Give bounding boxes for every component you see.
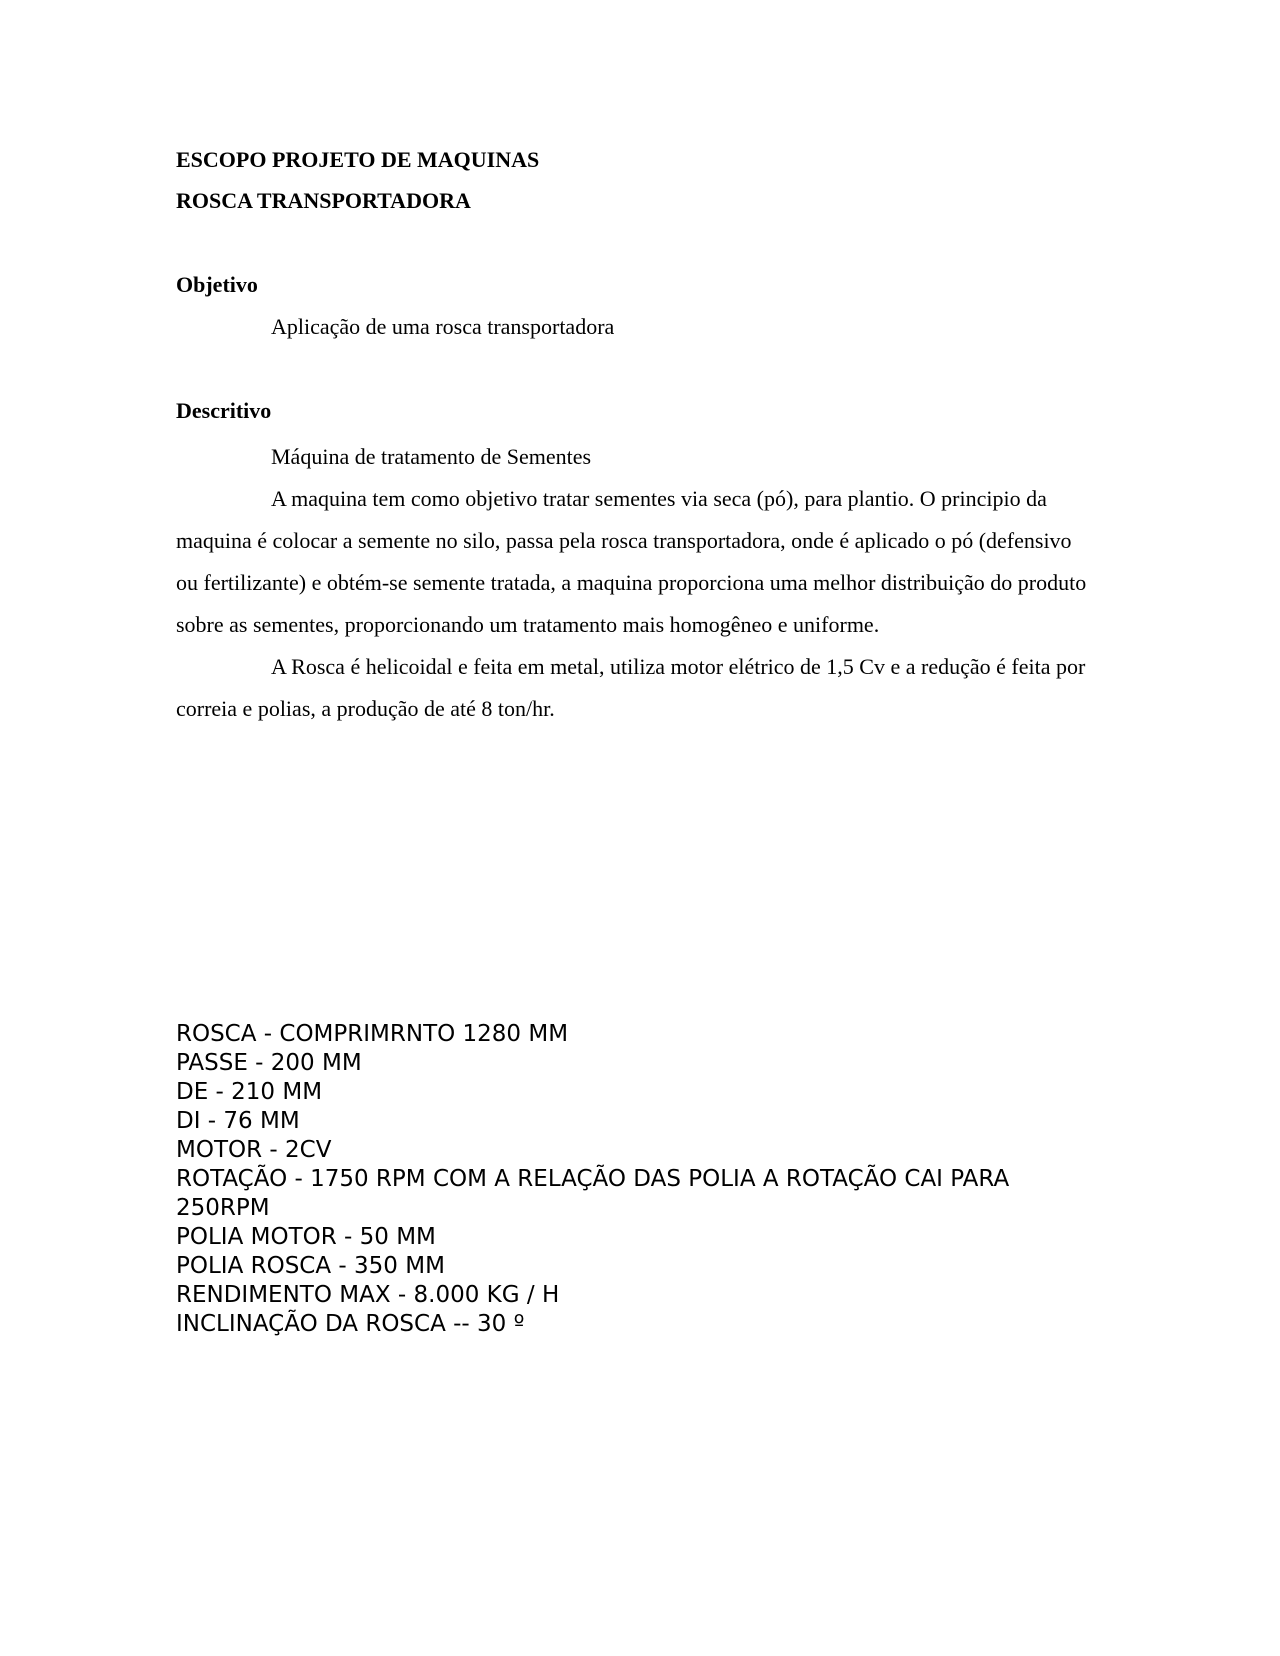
document-title-line-1: ESCOPO PROJETO DE MAQUINAS (176, 147, 540, 172)
spec-line: MOTOR - 2CV (176, 1137, 332, 1163)
descritivo-paragraph: A maquina tem como objetivo tratar sementes via seca (pó), para plantio. O principio da maquina é colocar a semente no silo, passa pela rosca transportadora, onde é aplicado o pó (defensivo ou fertilizante) e obtém-se semente tratada, a maquina proporciona uma melhor distribuição do produto sobre as sementes, proporcionando um tratamento mais homogêneo e uniforme. (176, 486, 1087, 637)
objetivo-text: Aplicação de uma rosca transportadora (271, 314, 615, 339)
descritivo-body (176, 436, 1096, 730)
section-heading-objetivo: Objetivo (176, 272, 258, 297)
descritivo-paragraph: Máquina de tratamento de Sementes (271, 444, 592, 469)
spec-list (176, 1020, 1096, 1339)
spec-line: INCLINAÇÃO DA ROSCA -- 30 º (176, 1311, 525, 1337)
spec-line: DI - 76 MM (176, 1108, 300, 1134)
document-title-line-2: ROSCA TRANSPORTADORA (176, 188, 471, 213)
spec-line: ROSCA - COMPRIMRNTO 1280 MM (176, 1021, 569, 1047)
spec-line: POLIA MOTOR - 50 MM (176, 1224, 436, 1250)
spec-line: POLIA ROSCA - 350 MM (176, 1253, 445, 1279)
spec-line: RENDIMENTO MAX - 8.000 KG / H (176, 1282, 560, 1308)
spec-line: DE - 210 MM (176, 1079, 323, 1105)
spec-line: PASSE - 200 MM (176, 1050, 362, 1076)
descritivo-paragraph: A Rosca é helicoidal e feita em metal, utiliza motor elétrico de 1,5 Cv e a redução é feita por correia e polias, a produção de até 8 ton/hr. (176, 654, 1086, 721)
section-heading-descritivo: Descritivo (176, 398, 272, 423)
spec-line: ROTAÇÃO - 1750 RPM COM A RELAÇÃO DAS POLIA A ROTAÇÃO CAI PARA 250RPM (176, 1166, 1010, 1221)
